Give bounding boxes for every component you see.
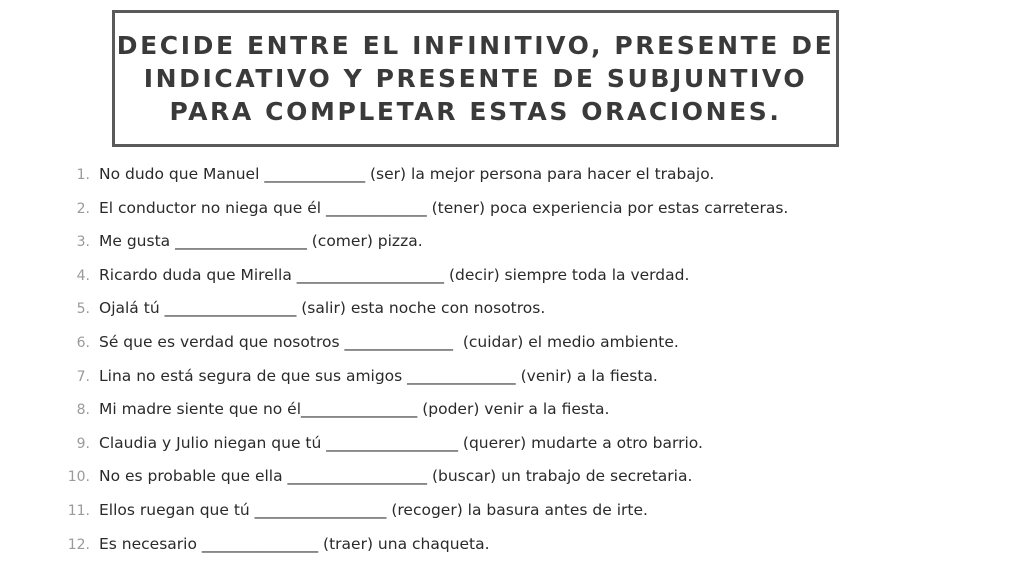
item-number: 10. <box>67 469 90 486</box>
item-sentence: Ojalá tú _________________ (salir) esta noche con nosotros. <box>99 299 546 318</box>
item-sentence: Mi madre siente que no él_______________ (poder) venir a la fiesta. <box>99 400 610 419</box>
exercise-list <box>52 158 788 561</box>
page-title <box>107 29 845 128</box>
item-sentence: No dudo que Manuel _____________ (ser) la mejor persona para hacer el trabajo. <box>99 165 715 183</box>
list-item <box>52 192 788 226</box>
item-sentence: Me gusta _________________ (comer) pizza. <box>99 232 423 251</box>
item-sentence: Sé que es verdad que nosotros ______________ (cuidar) el medio ambiente. <box>99 332 679 351</box>
item-sentence: Claudia y Julio niegan que tú _________________ (querer) mudarte a otro barrio. <box>99 433 703 452</box>
list-item <box>52 225 788 259</box>
list-item <box>52 528 788 562</box>
title-box <box>112 10 839 147</box>
list-item <box>52 292 788 326</box>
list-item <box>52 326 788 360</box>
title-line-2: INDICATIVO Y PRESENTE DE SUBJUNTIVO <box>143 64 808 93</box>
list-item <box>52 360 788 394</box>
item-number: 11. <box>67 502 90 519</box>
item-number: 5. <box>76 301 90 318</box>
item-number: 8. <box>76 402 90 419</box>
item-sentence: El conductor no niega que él _____________ (tener) poca experiencia por estas carreteras. <box>99 198 789 217</box>
item-sentence: Es necesario _______________ (traer) una chaqueta. <box>99 534 490 553</box>
item-number: 12. <box>67 536 90 553</box>
item-number: 6. <box>76 334 90 351</box>
item-number: 9. <box>76 435 90 452</box>
item-number: 7. <box>76 368 90 385</box>
item-sentence: Lina no está segura de que sus amigos ______________ (venir) a la fiesta. <box>99 366 658 385</box>
list-item <box>52 427 788 461</box>
list-item <box>52 158 788 192</box>
item-sentence: Ricardo duda que Mirella ___________________ (decir) siempre toda la verdad. <box>99 265 690 284</box>
item-sentence: No es probable que ella __________________ (buscar) un trabajo de secretaria. <box>99 467 693 486</box>
item-number: 2. <box>76 200 90 217</box>
list-item <box>52 460 788 494</box>
item-number: 3. <box>76 234 90 251</box>
item-number: 1. <box>76 167 90 183</box>
title-line-3: PARA COMPLETAR ESTAS ORACIONES. <box>169 97 782 126</box>
list-item <box>52 259 788 293</box>
item-sentence: Ellos ruegan que tú _________________ (recoger) la basura antes de irte. <box>99 500 648 519</box>
title-line-1: DECIDE ENTRE EL INFINITIVO, PRESENTE DE <box>116 31 835 60</box>
list-item <box>52 393 788 427</box>
list-item <box>52 494 788 528</box>
item-number: 4. <box>76 267 90 284</box>
